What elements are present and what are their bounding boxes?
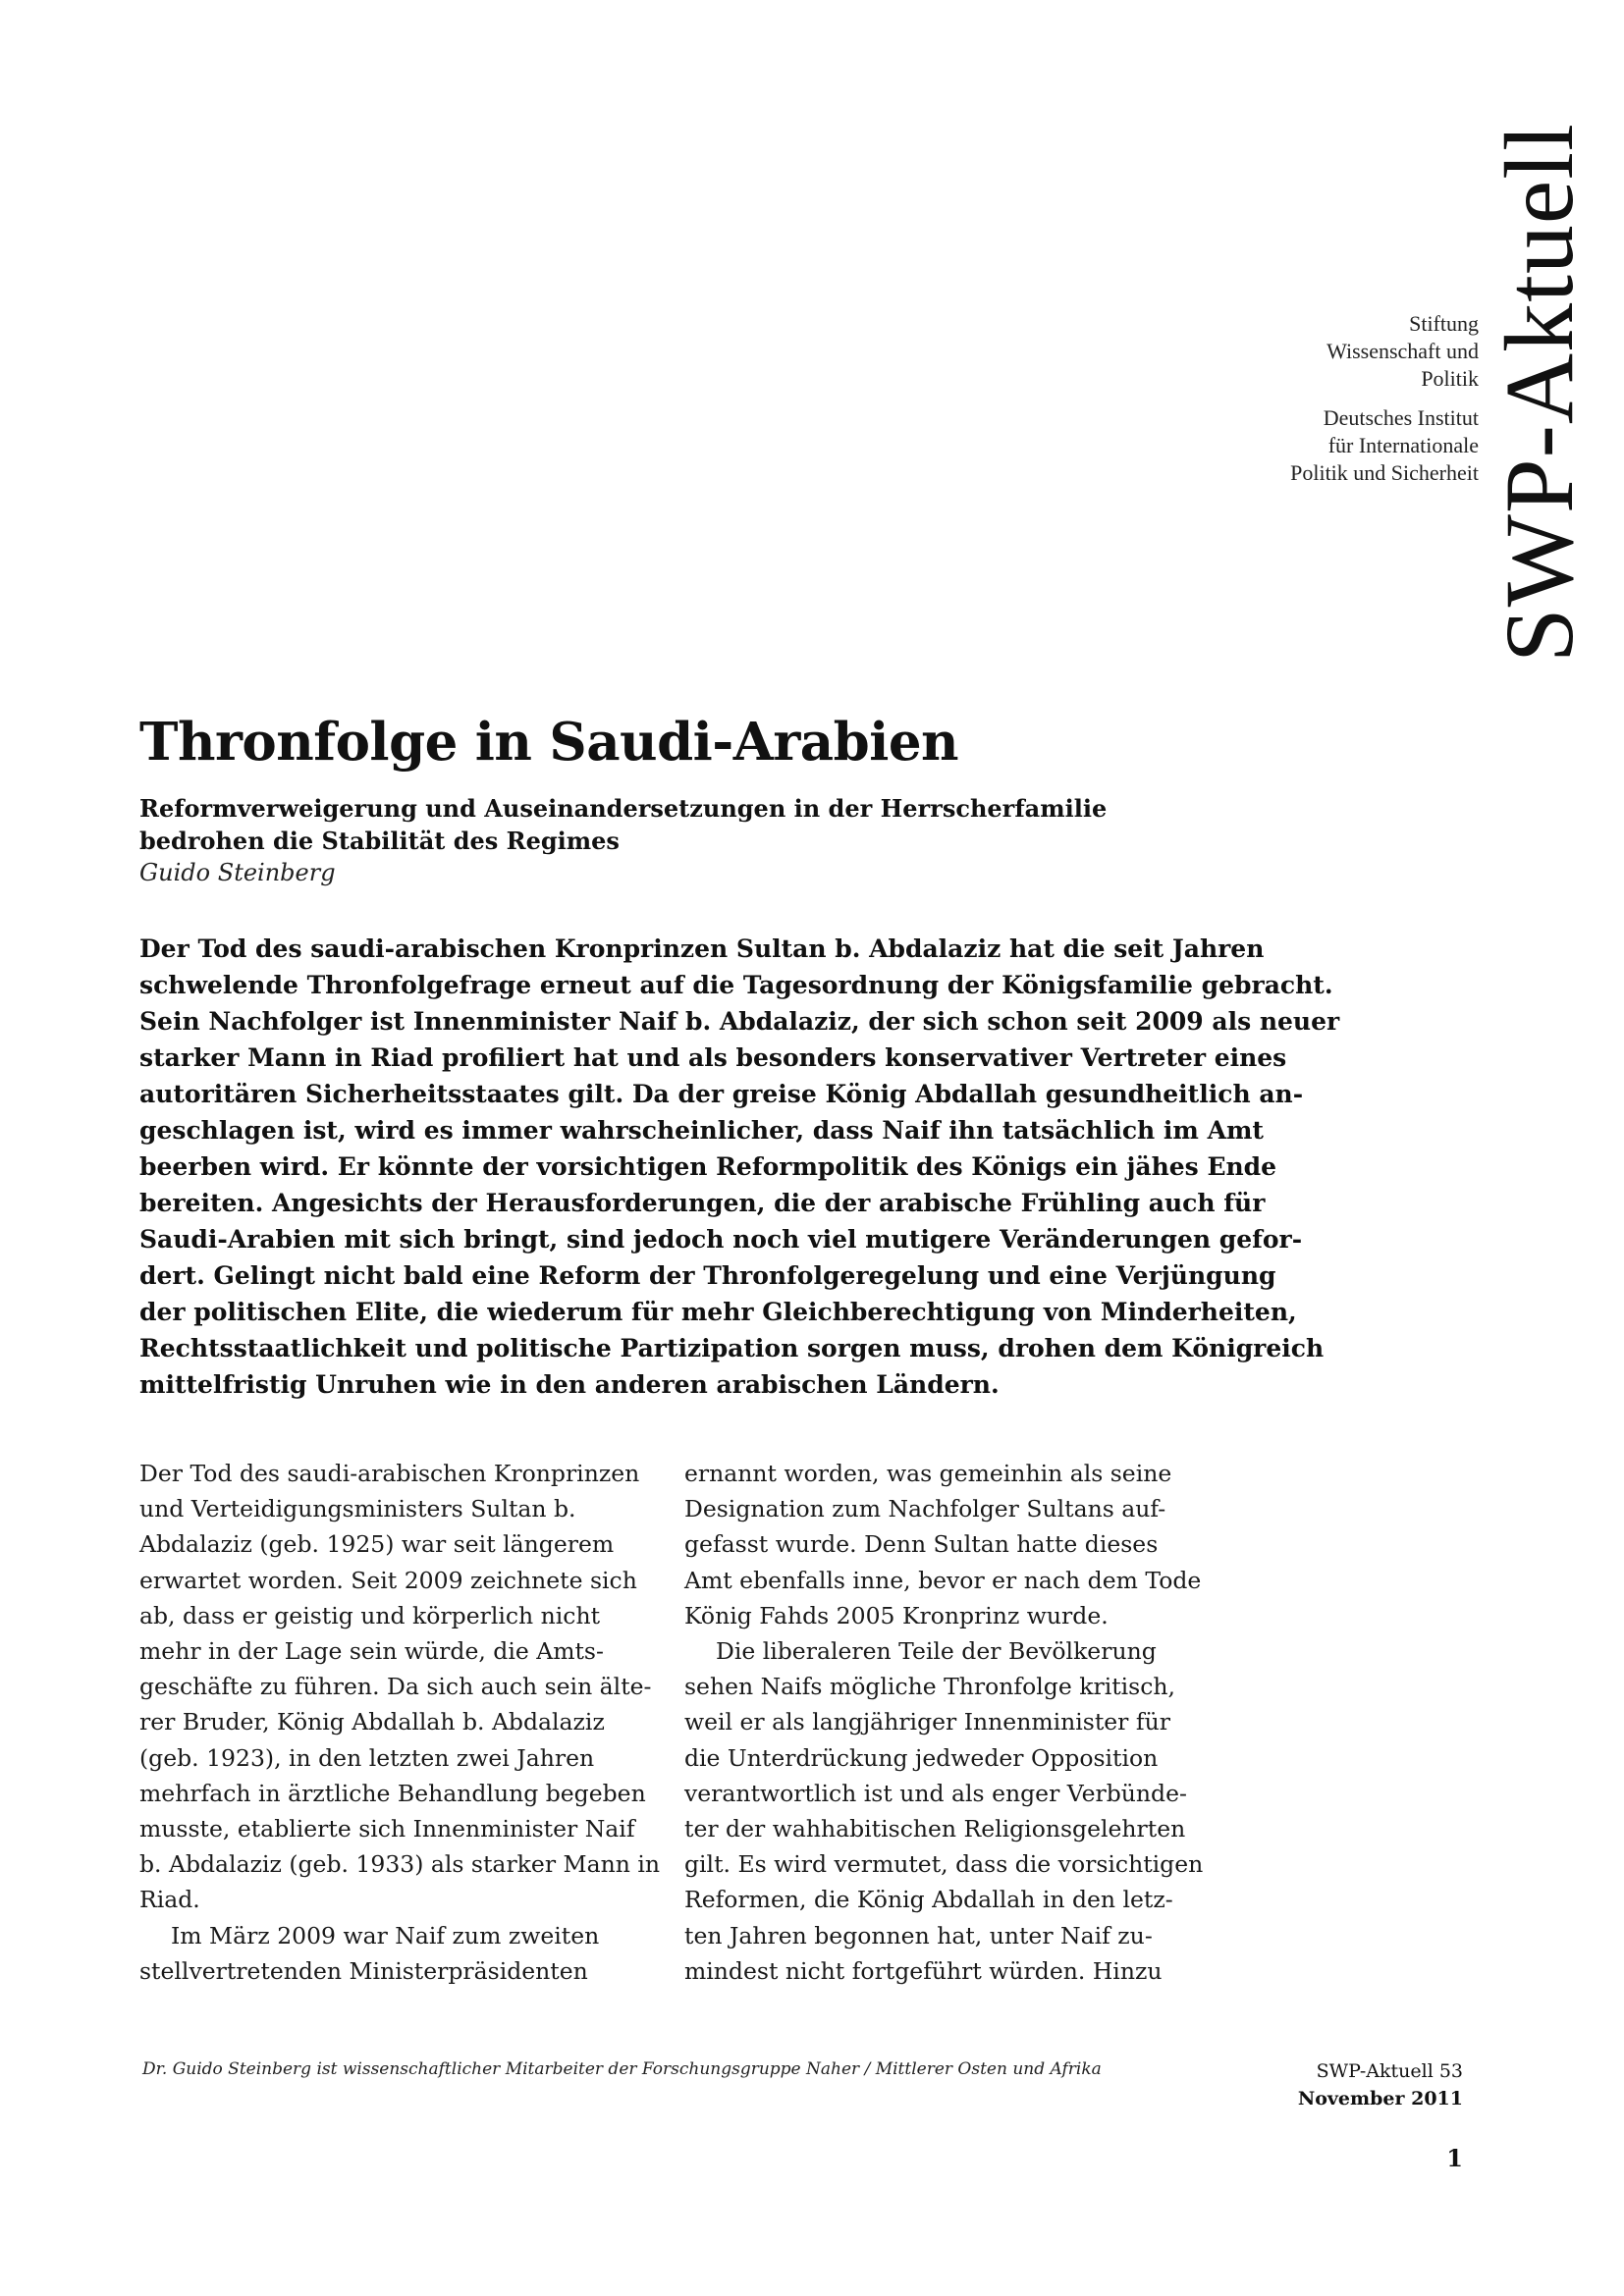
institute-line: Wissenschaft und: [1326, 339, 1479, 363]
body-line: (geb. 1923), in den letzten zwei Jahren: [139, 1743, 595, 1772]
body-line: b. Abdalaziz (geb. 1933) als starker Mann in: [139, 1850, 660, 1879]
body-line: stellvertretenden Ministerpräsidenten: [139, 1956, 588, 1985]
subtitle-line: Reformverweigerung und Auseinandersetzungen in der Herrscherfamilie: [139, 794, 1108, 823]
institute-line: Deutsches Institut: [1323, 405, 1479, 430]
series-brand-vertical: SWP-Aktuell: [1485, 123, 1594, 663]
abstract-line: schwelende Thronfolgefrage erneut auf die Tagesordnung der Königsfamilie gebracht.: [139, 971, 1333, 999]
abstract-line: Saudi-Arabien mit sich bringt, sind jedoch noch viel mutigere Veränderungen gefor-: [139, 1225, 1303, 1254]
body-line: mehrfach in ärztliche Behandlung begeben: [139, 1779, 646, 1807]
body-line: Reformen, die König Abdallah in den letz-: [684, 1886, 1173, 1914]
abstract-line: der politischen Elite, die wiederum für mehr Gleichberechtigung von Minderheiten,: [139, 1298, 1297, 1326]
body-line: Der Tod des saudi-arabischen Kronprinzen: [139, 1460, 640, 1487]
body-line: ernannt worden, was gemeinhin als seine: [684, 1460, 1172, 1487]
body-line: König Fahds 2005 Kronprinz wurde.: [684, 1601, 1109, 1629]
body-column-right: [684, 1456, 1204, 1989]
body-line: gefasst wurde. Denn Sultan hatte dieses: [684, 1530, 1159, 1559]
body-line: ten Jahren begonnen hat, unter Naif zu-: [684, 1921, 1153, 1949]
page-number: 1: [1446, 2144, 1463, 2172]
subtitle-line: bedrohen die Stabilität des Regimes: [139, 827, 620, 855]
body-line: musste, etablierte sich Innenminister Naif: [139, 1815, 635, 1843]
abstract-line: bereiten. Angesichts der Herausforderungen, die der arabische Frühling auch für: [139, 1189, 1266, 1217]
body-line: Im März 2009 war Naif zum zweiten: [171, 1921, 600, 1949]
body-line: weil er als langjähriger Innenminister für: [684, 1708, 1170, 1736]
series-date: November 2011: [1297, 2088, 1463, 2109]
body-line: rer Bruder, König Abdallah b. Abdalaziz: [139, 1708, 605, 1736]
abstract-line: mittelfristig Unruhen wie in den anderen arabischen Ländern.: [139, 1370, 1000, 1399]
body-line: Designation zum Nachfolger Sultans auf-: [684, 1495, 1166, 1523]
abstract-line: Der Tod des saudi-arabischen Kronprinzen Sultan b. Abdalaziz hat die seit Jahren: [139, 934, 1265, 963]
abstract-line: Sein Nachfolger ist Innenminister Naif b. Abdalaziz, der sich schon seit 2009 als neuer: [139, 1007, 1340, 1036]
abstract-line: beerben wird. Er könnte der vorsichtigen Reformpolitik des Königs ein jähes Ende: [139, 1152, 1277, 1181]
institute-line: Politik und Sicherheit: [1290, 460, 1479, 485]
series-issue: SWP-Aktuell 53: [1316, 2060, 1463, 2082]
institute-subname-block: [1125, 404, 1479, 487]
institute-line: Politik: [1421, 366, 1479, 391]
series-info: [1298, 2057, 1463, 2112]
abstract-line: autoritären Sicherheitsstaates gilt. Da der greise König Abdallah gesundheitlich an-: [139, 1080, 1304, 1108]
body-line: sehen Naifs mögliche Thronfolge kritisch,: [684, 1673, 1175, 1701]
abstract-line: Rechtsstaatlichkeit und politische Partizipation sorgen muss, drohen dem Königreich: [139, 1334, 1325, 1362]
body-line: erwartet worden. Seit 2009 zeichnete sich: [139, 1566, 637, 1594]
body-line: Amt ebenfalls inne, bevor er nach dem Tode: [684, 1566, 1202, 1594]
body-line: gilt. Es wird vermutet, dass die vorsichtigen: [684, 1850, 1204, 1879]
body-line: Abdalaziz (geb. 1925) war seit längerem: [139, 1530, 615, 1559]
body-line: ab, dass er geistig und körperlich nicht: [139, 1601, 601, 1629]
body-line: Die liberaleren Teile der Bevölkerung: [716, 1637, 1157, 1666]
subtitle: [139, 792, 1121, 857]
body-line: Riad.: [139, 1886, 200, 1914]
abstract-line: starker Mann in Riad profiliert hat und als besonders konservativer Vertreter eines: [139, 1043, 1287, 1072]
body-line: mehr in der Lage sein würde, die Amts-: [139, 1637, 604, 1666]
institute-line: Stiftung: [1409, 311, 1479, 336]
abstract-line: geschlagen ist, wird es immer wahrscheinlicher, dass Naif ihn tatsächlich im Amt: [139, 1116, 1264, 1145]
body-line: geschäfte zu führen. Da sich auch sein älte-: [139, 1673, 652, 1701]
body-column-left: [139, 1456, 660, 1989]
body-line: und Verteidigungsministers Sultan b.: [139, 1495, 576, 1523]
author-footnote: Dr. Guido Steinberg ist wissenschaftlicher Mitarbeiter der Forschungsgruppe Naher / Mittlerer Osten und Afrika: [142, 2059, 1102, 2079]
body-line: ter der wahhabitischen Religionsgelehrten: [684, 1815, 1186, 1843]
page-title: Thronfolge in Saudi-Arabien: [139, 712, 959, 773]
abstract-line: dert. Gelingt nicht bald eine Reform der Thronfolgeregelung und eine Verjüngung: [139, 1261, 1276, 1290]
body-line: verantwortlich ist und als enger Verbünde-: [684, 1779, 1187, 1807]
body-line: mindest nicht fortgeführt würden. Hinzu: [684, 1956, 1163, 1985]
institute-name-block: [1125, 310, 1479, 393]
author-name: Guido Steinberg: [139, 859, 336, 886]
body-line: die Unterdrückung jedweder Opposition: [684, 1743, 1159, 1772]
institute-line: für Internationale: [1327, 433, 1479, 457]
abstract: [139, 931, 1340, 1403]
